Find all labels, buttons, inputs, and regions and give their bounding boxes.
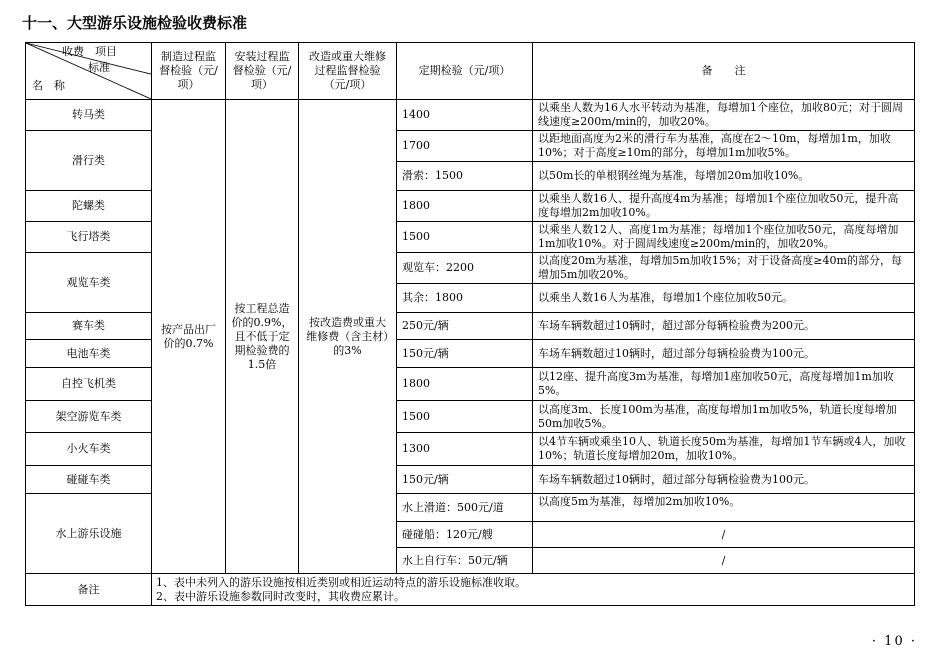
periodic-fee: 1300 (397, 433, 533, 466)
header-install: 安装过程监督检验（元/项） (226, 43, 299, 100)
remark-cell: 以12座、提升高度3m为基准，每增加1座加收50元，高度每增加1m加收5%。 (533, 368, 915, 401)
note-1: 1、表中未列入的游乐设施按相近类别或相近运动特点的游乐设施标准收取。 (156, 575, 526, 589)
diagonal-header-cell (26, 43, 152, 100)
category-name: 水上游乐设施 (26, 494, 152, 574)
category-name: 赛车类 (26, 313, 152, 340)
fee-table (25, 42, 915, 606)
remark-cell: 以乘坐人数16人、提升高度4m为基准；每增加1个座位加收50元，提升高度每增加2m加收10%。 (533, 191, 915, 222)
remark-cell: 以高度5m为基准，每增加2m加收10%。 (533, 494, 915, 522)
header-make: 制造过程监督检验（元/项） (152, 43, 226, 100)
page-title: 十一、大型游乐设施检验收费标准 (22, 14, 248, 32)
notes-label: 备注 (26, 574, 152, 606)
remark-cell: 以距地面高度为2米的滑行车为基准，高度在2～10m，每增加1m，加收10%；对于高度≥10m的部分，每增加1m加收5%。 (533, 131, 915, 162)
periodic-fee: 1700 (397, 131, 533, 162)
category-name: 陀螺类 (26, 191, 152, 222)
remark-cell: 以乘坐人数16人为基准，每增加1个座位加收50元。 (533, 284, 915, 313)
page-number: · 10 · (871, 634, 917, 649)
note-2: 2、表中游乐设施参数同时改变时，其收费应累计。 (156, 589, 405, 603)
periodic-fee: 水上滑道：500元/道 (397, 494, 533, 522)
periodic-fee: 观览车：2200 (397, 253, 533, 284)
notes-row (26, 574, 915, 606)
remark-cell: 以50m长的单根钢丝绳为基准，每增加20m加收10%。 (533, 162, 915, 191)
remark-cell: 以乘坐人数12人、高度1m为基准；每增加1个座位加收50元，高度每增加1m加收10%。对于圆周线速度≥200m/min的，加收20%。 (533, 222, 915, 253)
header-remark: 备 注 (533, 43, 915, 100)
header-row (26, 43, 915, 100)
remark-cell: 以高度20m为基准，每增加5m加收15%；对于设备高度≥40m的部分，每增加5m加收20%。 (533, 253, 915, 284)
periodic-fee: 碰碰船：120元/艘 (397, 522, 533, 548)
diag-label-mid: 标准 (88, 61, 110, 74)
periodic-fee: 150元/辆 (397, 340, 533, 368)
remark-cell: 以乘坐人数为16人水平转动为基准，每增加1个座位，加收80元；对于圆周线速度≥200m/min的，加收20%。 (533, 100, 915, 131)
diag-label-bottom: 名 称 (32, 79, 65, 92)
periodic-fee: 1500 (397, 401, 533, 433)
modify-fee-cell: 按改造费或重大维修费（含主材）的3% (299, 100, 397, 574)
category-name: 飞行塔类 (26, 222, 152, 253)
periodic-fee: 1800 (397, 191, 533, 222)
remark-cell: / (533, 522, 915, 548)
table-row (26, 100, 915, 131)
periodic-fee: 250元/辆 (397, 313, 533, 340)
remark-cell: 车场车辆数超过10辆时，超过部分每辆检验费为100元。 (533, 466, 915, 494)
remark-cell: 以4节车辆或乘坐10人、轨道长度50m为基准，每增加1节车辆或4人，加收10%；轨道长度每增加20m，加收10%。 (533, 433, 915, 466)
remark-cell: 车场车辆数超过10辆时，超过部分每辆检验费为200元。 (533, 313, 915, 340)
category-name: 观览车类 (26, 253, 152, 313)
periodic-fee: 滑索：1500 (397, 162, 533, 191)
periodic-fee: 水上自行车：50元/辆 (397, 548, 533, 574)
diag-label-top: 收费 项目 (62, 45, 117, 58)
periodic-fee: 150元/辆 (397, 466, 533, 494)
header-periodic: 定期检验（元/项） (397, 43, 533, 100)
make-fee-cell: 按产品出厂价的0.7% (152, 100, 226, 574)
periodic-fee: 1500 (397, 222, 533, 253)
install-fee-cell: 按工程总造价的0.9%，且不低于定期检验费的1.5倍 (226, 100, 299, 574)
remark-cell: 以高度3m、长度100m为基准，高度每增加1m加收5%，轨道长度每增加50m加收5%。 (533, 401, 915, 433)
notes-cell (152, 574, 915, 606)
periodic-fee: 其余：1800 (397, 284, 533, 313)
category-name: 电池车类 (26, 340, 152, 368)
periodic-fee: 1400 (397, 100, 533, 131)
category-name: 碰碰车类 (26, 466, 152, 494)
category-name: 转马类 (26, 100, 152, 131)
periodic-fee: 1800 (397, 368, 533, 401)
category-name: 滑行类 (26, 131, 152, 191)
remark-cell: / (533, 548, 915, 574)
remark-cell: 车场车辆数超过10辆时，超过部分每辆检验费为100元。 (533, 340, 915, 368)
category-name: 小火车类 (26, 433, 152, 466)
category-name: 自控飞机类 (26, 368, 152, 401)
header-modify: 改造或重大维修过程监督检验（元/项） (299, 43, 397, 100)
category-name: 架空游览车类 (26, 401, 152, 433)
